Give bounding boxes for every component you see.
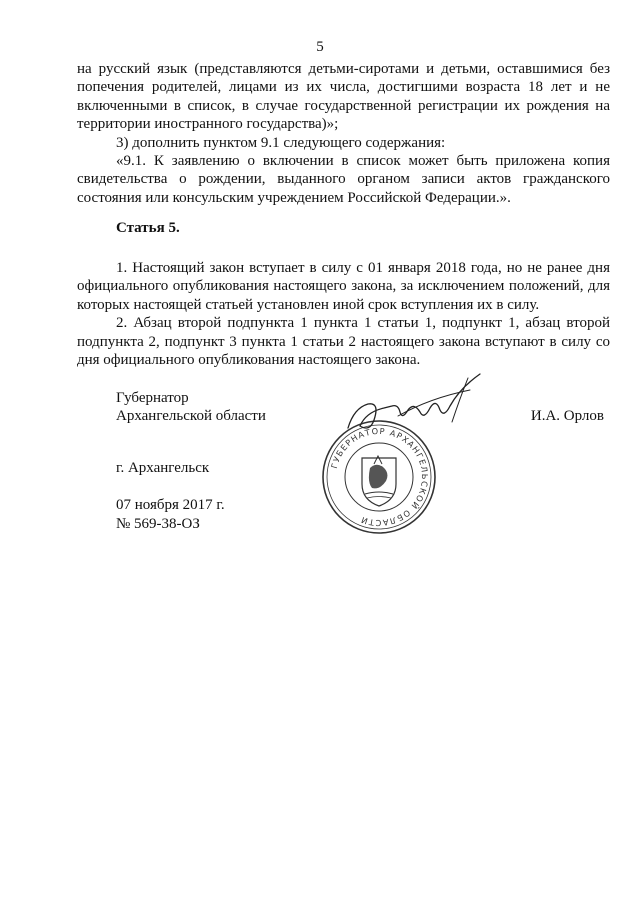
article-paragraph-1: 1. Настоящий закон вступает в силу с 01 января 2018 года, но не ранее дня официального опубликования настоящего закона, за исключением положений, для которых настоящей статьей установлен иной срок вступления их в силу. — [77, 260, 610, 313]
text-block-article — [77, 259, 610, 369]
paragraph-continuation: на русский язык (представляются детьми-сиротами и детьми, оставшимися без попечения родителей, лицами из их числа, достигшими возраста 18 лет и не включенными в список, в случае государственной регистрации их рождения на территории иностранного государства)»; — [77, 61, 610, 133]
article-paragraph-2: 2. Абзац второй подпункта 1 пункта 1 статьи 1, подпункт 1, абзац второй подпункта 2, подпункт 3 пункта 1 статьи 2 настоящего закона вступают в силу со дня официального опубликования настоящего закона. — [77, 315, 610, 369]
handwritten-signature — [340, 368, 500, 448]
signatory-title-line2: Архангельской области — [116, 408, 266, 425]
text-block-top — [77, 60, 610, 207]
signing-date: 07 ноября 2017 г. — [116, 497, 225, 513]
page-number: 5 — [316, 39, 324, 55]
article-heading: Статья 5. — [116, 220, 180, 236]
signatory-title-line1: Губернатор — [116, 390, 189, 406]
place-of-signing: г. Архангельск — [116, 460, 210, 476]
law-number: № 569-38-ОЗ — [116, 516, 200, 532]
paragraph-quoted-clause: «9.1. К заявлению о включении в список может быть приложена копия свидетельства о рождении, выданного органом записи актов гражданского состояния или консульским учреждением Российской Федерации.». — [77, 153, 610, 206]
signatory-title — [116, 389, 266, 426]
seal-text: ГУБЕРНАТОР АРХАНГЕЛЬСКОЙ ОБЛАСТИ — [328, 425, 431, 529]
signatory-name: И.А. Орлов — [530, 408, 604, 424]
paragraph-amendment-item: 3) дополнить пунктом 9.1 следующего содержания: — [116, 134, 446, 151]
